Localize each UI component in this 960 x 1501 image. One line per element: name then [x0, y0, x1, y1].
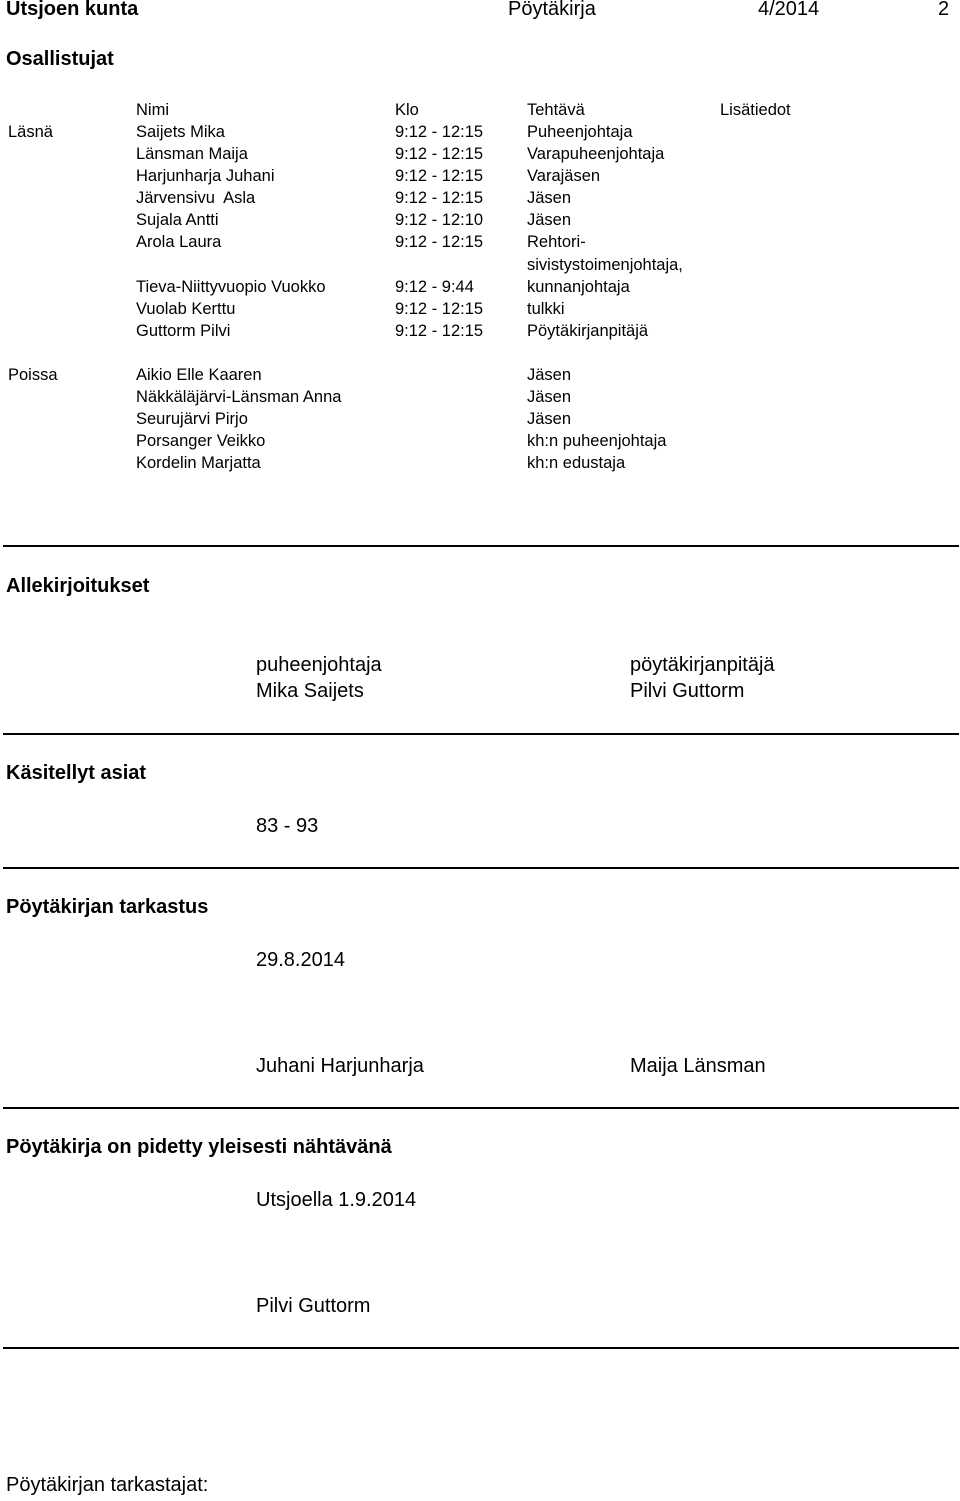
section-divider — [3, 733, 959, 735]
absent-role: kh:n edustaja — [527, 454, 626, 472]
section-divider — [3, 1347, 959, 1349]
absent-role: Jäsen — [527, 366, 572, 384]
participant-name: Vuolab Kerttu — [136, 300, 236, 318]
participant-role: Jäsen — [527, 211, 572, 229]
participant-role: Pöytäkirjanpitäjä — [527, 322, 649, 340]
absent-name: Porsanger Veikko — [136, 432, 266, 450]
participant-time: 9:12 - 12:15 — [395, 189, 484, 207]
participant-time: 9:12 - 12:15 — [395, 300, 484, 318]
public-place-date: Utsjoella 1.9.2014 — [256, 1189, 417, 1211]
public-signer-name: Pilvi Guttorm — [256, 1295, 371, 1317]
participants-title: Osallistujat — [6, 48, 114, 70]
participant-role: Jäsen — [527, 189, 572, 207]
participant-time: 9:12 - 12:15 — [395, 322, 484, 340]
review-title: Pöytäkirjan tarkastus — [6, 896, 209, 918]
section-divider — [3, 545, 959, 547]
participant-name: Länsman Maija — [136, 145, 248, 163]
participant-name: Järvensivu Asla — [136, 189, 256, 207]
signatures-title: Allekirjoitukset — [6, 575, 150, 597]
absent-role: kh:n puheenjohtaja — [527, 432, 667, 450]
column-header-time: Klo — [395, 101, 419, 119]
absent-role: Jäsen — [527, 388, 572, 406]
review-date: 29.8.2014 — [256, 949, 345, 971]
absent-name: Seurujärvi Pirjo — [136, 410, 248, 428]
column-header-name: Nimi — [136, 101, 169, 119]
participant-role: Varapuheenjohtaja — [527, 145, 665, 163]
participant-time: 9:12 - 12:15 — [395, 233, 484, 251]
participant-role: tulkki — [527, 300, 565, 318]
absent-name: Kordelin Marjatta — [136, 454, 261, 472]
reviewers-label: Pöytäkirjan tarkastajat: — [6, 1474, 209, 1496]
participant-name: Harjunharja Juhani — [136, 167, 275, 185]
participant-time: 9:12 - 12:10 — [395, 211, 484, 229]
present-label: Läsnä — [8, 123, 53, 141]
items-range: 83 - 93 — [256, 815, 319, 837]
participant-role: Varajäsen — [527, 167, 601, 185]
participant-name: Arola Laura — [136, 233, 222, 251]
municipality-name: Utsjoen kunta — [6, 0, 139, 20]
secretary-name: Pilvi Guttorm — [630, 680, 745, 702]
absent-role: Jäsen — [527, 410, 572, 428]
section-divider — [3, 867, 959, 869]
chair-role: puheenjohtaja — [256, 654, 382, 676]
absent-name: Aikio Elle Kaaren — [136, 366, 262, 384]
secretary-role: pöytäkirjanpitäjä — [630, 654, 775, 676]
reviewer-1-name: Juhani Harjunharja — [256, 1055, 424, 1077]
public-display-title: Pöytäkirja on pidetty yleisesti nähtävänä — [6, 1136, 392, 1158]
absent-label: Poissa — [8, 366, 58, 384]
participant-name: Sujala Antti — [136, 211, 219, 229]
participant-name: Guttorm Pilvi — [136, 322, 231, 340]
participant-role: sivistystoimenjohtaja, — [527, 256, 683, 274]
document-type: Pöytäkirja — [508, 0, 596, 20]
absent-name: Näkkäläjärvi-Länsman Anna — [136, 388, 342, 406]
page-number: 2 — [938, 0, 950, 20]
participant-time: 9:12 - 9:44 — [395, 278, 474, 296]
participant-role: kunnanjohtaja — [527, 278, 630, 296]
participant-name: Saijets Mika — [136, 123, 225, 141]
reviewer-2-name: Maija Länsman — [630, 1055, 766, 1077]
document-number: 4/2014 — [758, 0, 820, 20]
chair-name: Mika Saijets — [256, 680, 364, 702]
participant-role: Puheenjohtaja — [527, 123, 633, 141]
participant-role: Rehtori- — [527, 233, 586, 251]
participant-time: 9:12 - 12:15 — [395, 123, 484, 141]
column-header-info: Lisätiedot — [720, 101, 791, 119]
items-title: Käsitellyt asiat — [6, 762, 147, 784]
column-header-role: Tehtävä — [527, 101, 585, 119]
participant-name: Tieva-Niittyvuopio Vuokko — [136, 278, 326, 296]
participant-time: 9:12 - 12:15 — [395, 145, 484, 163]
section-divider — [3, 1107, 959, 1109]
participant-time: 9:12 - 12:15 — [395, 167, 484, 185]
